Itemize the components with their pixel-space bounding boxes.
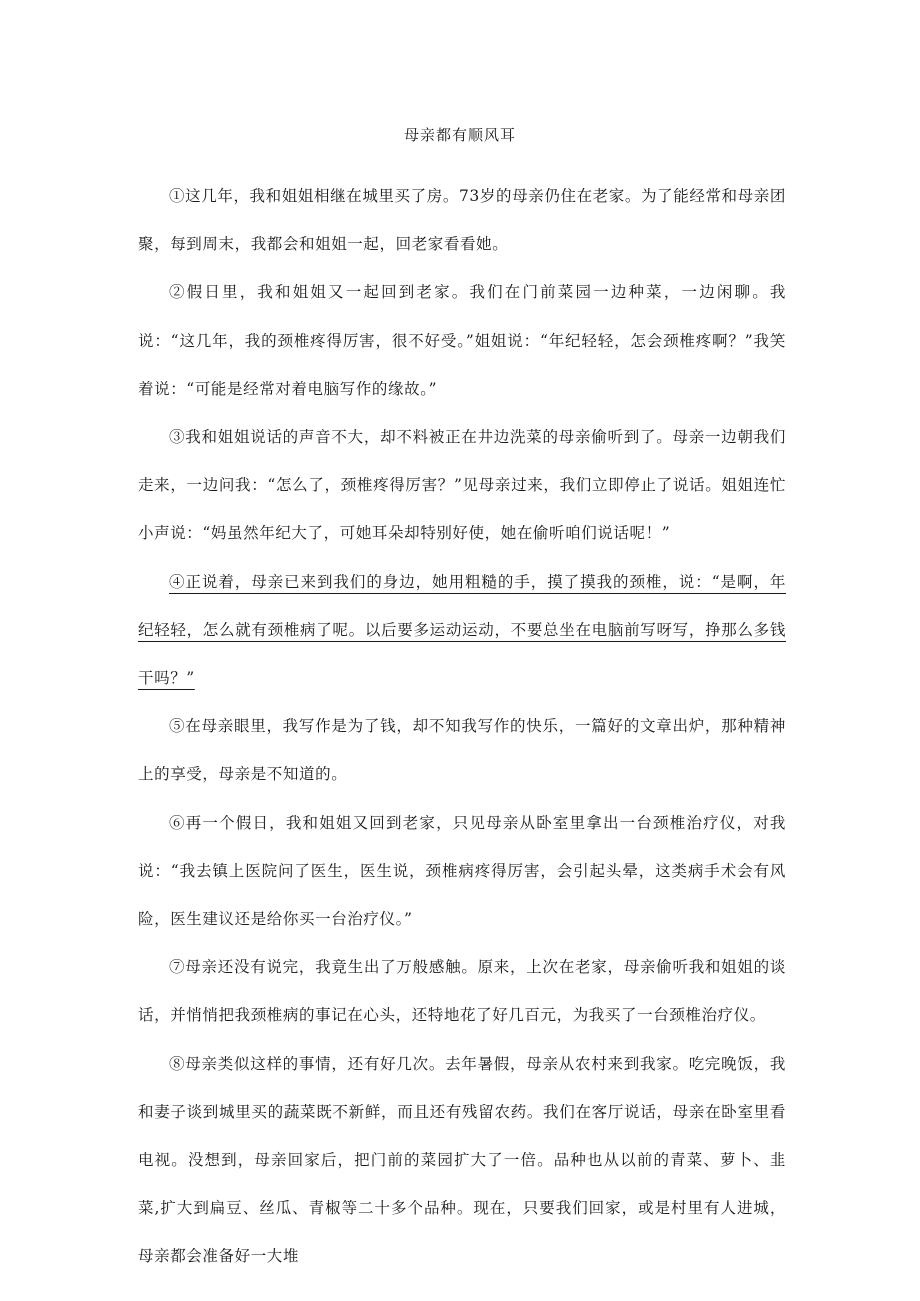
- article-title: 母亲都有顺风耳: [403, 126, 516, 144]
- paragraph-7: ⑦母亲还没有说完，我竟生出了万般感触。原来，上次在老家，母亲偷听我和姐姐的谈话，并悄悄把我颈椎病的事记在心头，还特地花了好几百元，为我买了一台颈椎治疗仪。: [138, 958, 786, 1025]
- article-body: [138, 172, 786, 1281]
- paragraph-4-underlined: [138, 558, 786, 703]
- paragraph-3: ③我和姐姐说话的声音不大，却不料被正在井边洗菜的母亲偷听到了。母亲一边朝我们走来，一边问我：“怎么了，颈椎疼得厉害？”见母亲过来，我们立即停止了说话。姐姐连忙小声说：“妈虽然年纪大了，可她耳朵却特别好使，她在偷听咱们说话呢！”: [138, 428, 786, 543]
- paragraph-8: ⑧母亲类似这样的事情，还有好几次。去年暑假，母亲从农村来到我家。吃完晚饭，我和妻子谈到城里买的蔬菜既不新鲜，而且还有残留农药。我们在客厅说话，母亲在卧室里看电视。没想到，母亲回家后，把门前的菜园扩大了一倍。品种也从以前的青菜、萝卜、韭菜,扩大到扁豆、丝瓜、青椒等二十多个品种。现在，只要我们回家，或是村里有人进城，母亲都会准备好一大堆: [138, 1054, 786, 1266]
- underlined-sentence: ④正说着，母亲已来到我们的身边，她用粗糙的手，摸了摸我的颈椎，说：“是啊，年纪轻轻，怎么就有颈椎病了呢。以后要多运动运动，不要总坐在电脑前写呀写，挣那么多钱干吗？”: [138, 572, 786, 688]
- paragraph-6: ⑥再一个假日，我和姐姐又回到老家，只见母亲从卧室里拿出一台颈椎治疗仪，对我说：“我去镇上医院问了医生，医生说，颈椎病疼得厉害，会引起头晕，这类病手术会有风险，医生建议还是给你买一台治疗仪。”: [138, 813, 786, 929]
- paragraph-1: ①这几年，我和姐姐相继在城里买了房。73岁的母亲仍住在老家。为了能经常和母亲团聚，每到周末，我都会和姐姐一起，回老家看看她。: [138, 187, 786, 254]
- paragraph-2: ②假日里，我和姐姐又一起回到老家。我们在门前菜园一边种菜，一边闲聊。我说：“这几年，我的颈椎疼得厉害，很不好受。”姐姐说：“年纪轻轻，怎会颈椎疼啊？”我笑着说：“可能是经常对着电脑写作的缘故。”: [138, 283, 786, 398]
- paragraph-5: ⑤在母亲眼里，我写作是为了钱，却不知我写作的快乐，一篇好的文章出炉，那种精神上的享受，母亲是不知道的。: [138, 717, 786, 784]
